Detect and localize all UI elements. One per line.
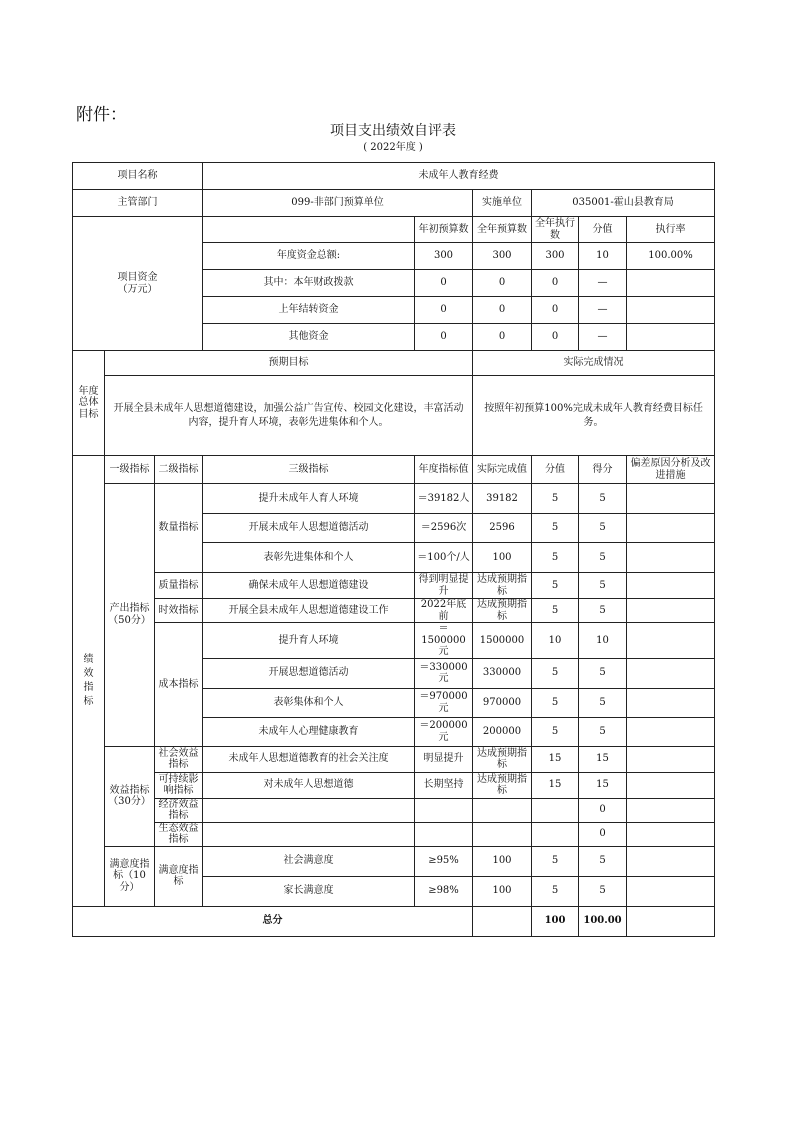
- indicator-name: 开展全县未成年人思想道德建设工作: [203, 599, 415, 623]
- header-level3: 三级指标: [203, 456, 415, 484]
- header-target: 年度指标值: [415, 456, 473, 484]
- indicator-deviation: [627, 798, 715, 822]
- indicator-deviation: [627, 772, 715, 798]
- indicator-deviation: [627, 514, 715, 543]
- table-row: [73, 599, 715, 623]
- funds-row-score-value: —: [579, 270, 627, 297]
- indicator-value: [532, 798, 579, 822]
- indicator-deviation: [627, 688, 715, 717]
- indicator-score: 5: [579, 514, 627, 543]
- indicator-actual: 1500000: [473, 623, 532, 659]
- indicator-actual: 2596: [473, 514, 532, 543]
- indicator-target: ≥95%: [415, 846, 473, 876]
- funds-header-annual: 全年预算数: [473, 217, 532, 243]
- indicator-target: ＝100个/人: [415, 543, 473, 573]
- indicator-value: [532, 822, 579, 846]
- funds-row-executed: 0: [532, 324, 579, 351]
- expected-goal-text: 开展全县未成年人思想道德建设，加强公益广告宣传、校园文化建设，丰富活动内容，提升育人环境，表彰先进集体和个人。: [105, 376, 473, 456]
- indicator-deviation: [627, 822, 715, 846]
- indicator-score: 0: [579, 822, 627, 846]
- indicator-value: 5: [532, 658, 579, 688]
- indicator-deviation: [627, 484, 715, 514]
- indicator-actual: 达成预期指标: [473, 599, 532, 623]
- indicator-value: 5: [532, 876, 579, 906]
- goals-content-row: [73, 376, 715, 456]
- table-row: [73, 822, 715, 846]
- self-evaluation-table: [72, 162, 715, 937]
- ecological-benefit-label: 生态效益指标: [155, 822, 203, 846]
- indicator-score: 5: [579, 658, 627, 688]
- funds-row-initial: 300: [415, 243, 473, 270]
- table-row: [73, 484, 715, 514]
- funds-row-score-value: —: [579, 324, 627, 351]
- indicator-name: [203, 798, 415, 822]
- funds-header-initial: 年初预算数: [415, 217, 473, 243]
- header-score-value: 分值: [532, 456, 579, 484]
- indicator-actual: 达成预期指标: [473, 573, 532, 599]
- satisfaction-sub-label: 满意度指标: [155, 846, 203, 906]
- indicator-value: 10: [532, 623, 579, 659]
- funds-header-rate: 执行率: [627, 217, 715, 243]
- indicator-actual: 970000: [473, 688, 532, 717]
- indicator-deviation: [627, 573, 715, 599]
- indicator-score: 5: [579, 876, 627, 906]
- indicator-target: ＝970000元: [415, 688, 473, 717]
- indicator-value: 5: [532, 599, 579, 623]
- funds-row-label: 其中：本年财政拨款: [203, 270, 415, 297]
- funds-row-annual: 0: [473, 297, 532, 324]
- indicator-target: [415, 798, 473, 822]
- indicator-deviation: [627, 658, 715, 688]
- funds-header-score-value: 分值: [579, 217, 627, 243]
- indicator-actual: 200000: [473, 717, 532, 746]
- indicator-name: 开展思想道德活动: [203, 658, 415, 688]
- funds-label-line1: 项目资金: [117, 272, 158, 283]
- funds-row-label: 年度资金总额:: [203, 243, 415, 270]
- indicator-deviation: [627, 746, 715, 772]
- funds-row-initial: 0: [415, 324, 473, 351]
- funds-row-score-value: —: [579, 297, 627, 324]
- project-name-label: 项目名称: [73, 163, 203, 190]
- funds-row-score-value: 10: [579, 243, 627, 270]
- funds-row-executed: 0: [532, 297, 579, 324]
- indicator-target: [415, 822, 473, 846]
- goals-label: 年度总体目标: [73, 351, 105, 456]
- funds-row-rate: [627, 297, 715, 324]
- indicator-target: ＝330000元: [415, 658, 473, 688]
- cost-indicator-label: 成本指标: [155, 623, 203, 747]
- indicator-name: 表彰集体和个人: [203, 688, 415, 717]
- funds-row-label: 上年结转资金: [203, 297, 415, 324]
- dept-value: 099-非部门预算单位: [203, 190, 473, 217]
- indicator-header-row: [73, 456, 715, 484]
- indicator-value: 15: [532, 772, 579, 798]
- total-label: 总分: [73, 906, 473, 936]
- total-row: [73, 906, 715, 936]
- actual-completion-text: 按照年初预算100%完成未成年人教育经费目标任务。: [473, 376, 715, 456]
- funds-label: [73, 217, 203, 351]
- indicator-value: 5: [532, 514, 579, 543]
- indicator-name: 未成年人心理健康教育: [203, 717, 415, 746]
- funds-row-executed: 0: [532, 270, 579, 297]
- social-benefit-label: 社会效益指标: [155, 746, 203, 772]
- table-row: [73, 573, 715, 599]
- indicator-target: ≥98%: [415, 876, 473, 906]
- funds-header-executed: 全年执行数: [532, 217, 579, 243]
- table-row: [73, 772, 715, 798]
- indicator-target: ＝1500000元: [415, 623, 473, 659]
- indicator-score: 5: [579, 688, 627, 717]
- funds-label-line2: （万元）: [117, 283, 158, 295]
- total-deviation: [627, 906, 715, 936]
- total-blank: [473, 906, 532, 936]
- project-name-row: [73, 163, 715, 190]
- indicator-deviation: [627, 717, 715, 746]
- indicator-name: 社会满意度: [203, 846, 415, 876]
- indicator-target: 明显提升: [415, 746, 473, 772]
- funds-header-row: [73, 217, 715, 243]
- indicators-section-label: [73, 456, 105, 907]
- total-score: 100.00: [579, 906, 627, 936]
- indicator-score: 15: [579, 746, 627, 772]
- output-indicator-label: 产出指标（50分）: [105, 484, 155, 747]
- attachment-label: 附件：: [76, 105, 127, 125]
- indicator-score: 5: [579, 573, 627, 599]
- header-deviation: 偏差原因分析及改进措施: [627, 456, 715, 484]
- indicator-actual: [473, 822, 532, 846]
- funds-row-label: 其他资金: [203, 324, 415, 351]
- indicator-value: 5: [532, 846, 579, 876]
- indicator-score: 5: [579, 846, 627, 876]
- header-level1: 一级指标: [105, 456, 155, 484]
- indicator-name: 确保未成年人思想道德建设: [203, 573, 415, 599]
- page-title: 项目支出绩效自评表: [330, 123, 456, 139]
- funds-row-initial: 0: [415, 270, 473, 297]
- indicator-actual: 100: [473, 543, 532, 573]
- funds-row-executed: 300: [532, 243, 579, 270]
- project-name-value: 未成年人教育经费: [203, 163, 715, 190]
- indicator-target: ＝39182人: [415, 484, 473, 514]
- funds-row-rate: [627, 270, 715, 297]
- time-indicator-label: 时效指标: [155, 599, 203, 623]
- indicators-section-text: 绩效指标: [83, 653, 94, 707]
- indicator-actual: 100: [473, 846, 532, 876]
- indicator-value: 5: [532, 688, 579, 717]
- indicator-score: 5: [579, 717, 627, 746]
- funds-row-annual: 300: [473, 243, 532, 270]
- dept-row: [73, 190, 715, 217]
- indicator-value: 5: [532, 573, 579, 599]
- indicator-deviation: [627, 599, 715, 623]
- funds-row-rate: [627, 324, 715, 351]
- impl-label: 实施单位: [473, 190, 532, 217]
- year-label: ( 2022年度 ): [363, 142, 423, 153]
- goals-header-row: [73, 351, 715, 376]
- indicator-score: 10: [579, 623, 627, 659]
- header-level2: 二级指标: [155, 456, 203, 484]
- indicator-target: 长期坚持: [415, 772, 473, 798]
- header-actual: 实际完成值: [473, 456, 532, 484]
- indicator-name: 对未成年人思想道德: [203, 772, 415, 798]
- indicator-name: 家长满意度: [203, 876, 415, 906]
- indicator-value: 5: [532, 543, 579, 573]
- header-score: 得分: [579, 456, 627, 484]
- indicator-value: 5: [532, 484, 579, 514]
- indicator-value: 5: [532, 717, 579, 746]
- indicator-actual: 39182: [473, 484, 532, 514]
- indicator-target: ＝200000元: [415, 717, 473, 746]
- indicator-name: 开展未成年人思想道德活动: [203, 514, 415, 543]
- indicator-name: 提升育人环境: [203, 623, 415, 659]
- table-row: [73, 846, 715, 876]
- quality-indicator-label: 质量指标: [155, 573, 203, 599]
- satisfaction-indicator-label: 满意度指标（10分）: [105, 846, 155, 906]
- indicator-deviation: [627, 543, 715, 573]
- sustainable-impact-label: 可持续影响指标: [155, 772, 203, 798]
- indicator-target: 2022年底前: [415, 599, 473, 623]
- indicator-value: 15: [532, 746, 579, 772]
- dept-label: 主管部门: [73, 190, 203, 217]
- funds-row-rate: 100.00%: [627, 243, 715, 270]
- indicator-target: ＝2596次: [415, 514, 473, 543]
- actual-completion-header: 实际完成情况: [473, 351, 715, 376]
- effect-indicator-label: 效益指标（30分）: [105, 746, 155, 846]
- expected-goal-header: 预期目标: [105, 351, 473, 376]
- impl-value: 035001-霍山县教育局: [532, 190, 715, 217]
- indicator-name: [203, 822, 415, 846]
- indicator-deviation: [627, 623, 715, 659]
- quantity-indicator-label: 数量指标: [155, 484, 203, 573]
- funds-row-annual: 0: [473, 324, 532, 351]
- indicator-score: 0: [579, 798, 627, 822]
- table-row: [73, 746, 715, 772]
- table-row: [73, 623, 715, 659]
- indicator-name: 未成年人思想道德教育的社会关注度: [203, 746, 415, 772]
- funds-row-annual: 0: [473, 270, 532, 297]
- economic-benefit-label: 经济效益指标: [155, 798, 203, 822]
- indicator-score: 5: [579, 484, 627, 514]
- indicator-target: 得到明显提升: [415, 573, 473, 599]
- indicator-score: 5: [579, 599, 627, 623]
- funds-row-initial: 0: [415, 297, 473, 324]
- indicator-actual: 达成预期指标: [473, 772, 532, 798]
- indicator-score: 5: [579, 543, 627, 573]
- indicator-actual: 100: [473, 876, 532, 906]
- indicator-deviation: [627, 876, 715, 906]
- indicator-actual: [473, 798, 532, 822]
- funds-header-blank: [203, 217, 415, 243]
- indicator-actual: 330000: [473, 658, 532, 688]
- total-value: 100: [532, 906, 579, 936]
- indicator-deviation: [627, 846, 715, 876]
- table-row: [73, 798, 715, 822]
- indicator-name: 表彰先进集体和个人: [203, 543, 415, 573]
- indicator-actual: 达成预期指标: [473, 746, 532, 772]
- indicator-name: 提升未成年人育人环境: [203, 484, 415, 514]
- indicator-score: 15: [579, 772, 627, 798]
